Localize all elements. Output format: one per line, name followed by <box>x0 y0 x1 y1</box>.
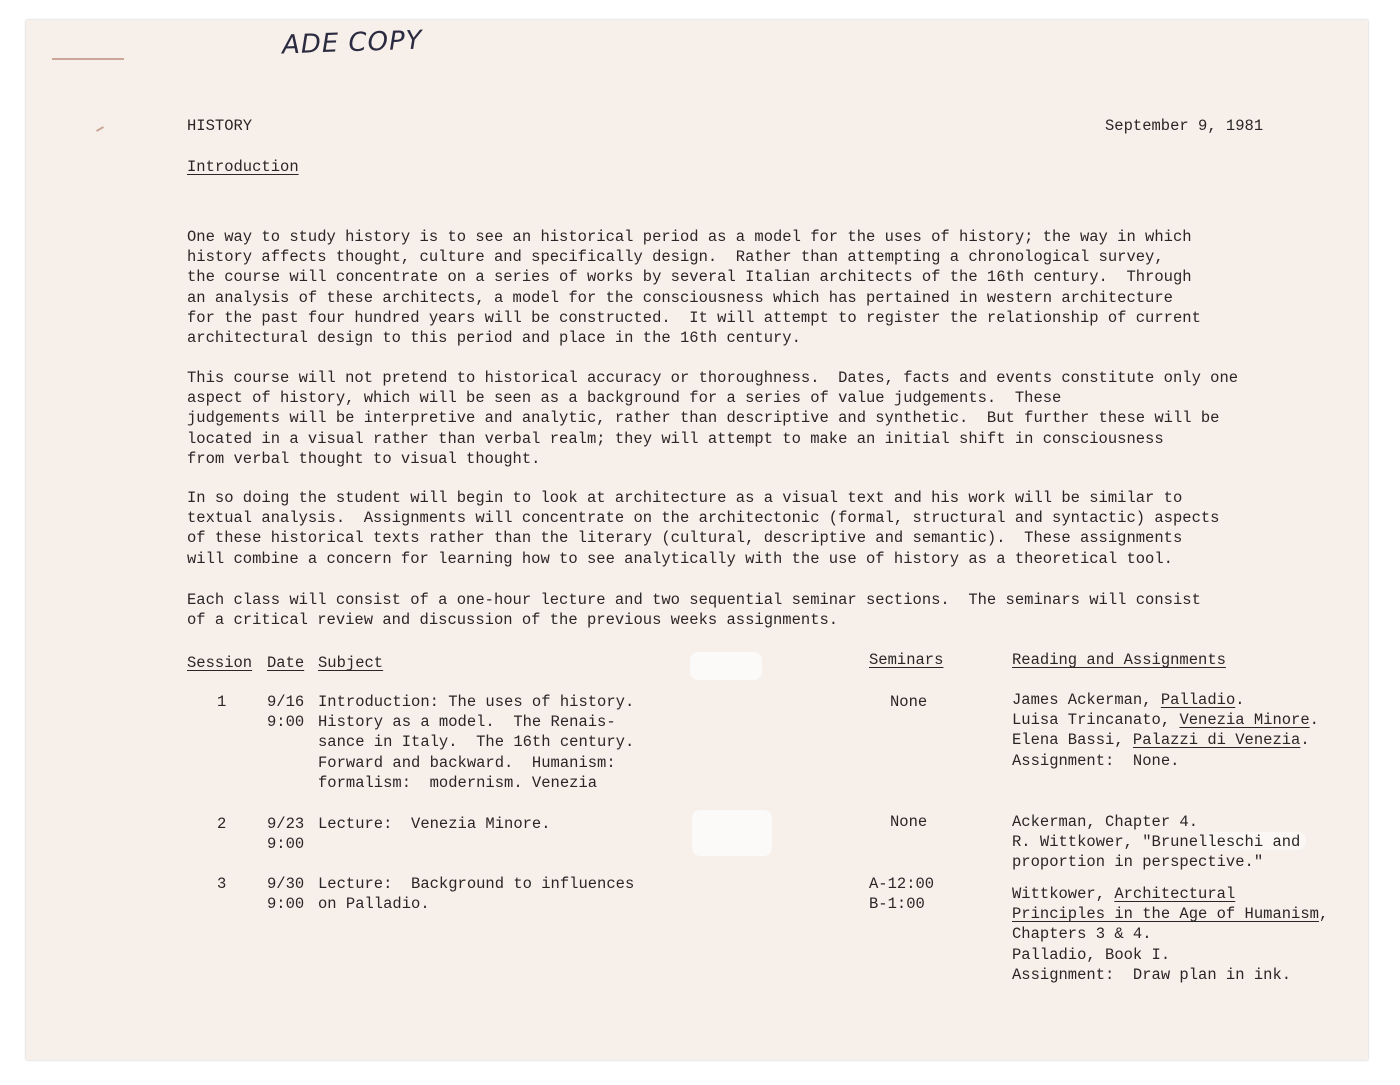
reading-punct: , <box>1318 905 1329 924</box>
reading-line <box>1012 965 1328 985</box>
correction-fluid-blot <box>690 652 762 680</box>
session-date <box>267 814 304 854</box>
document-date: September 9, 1981 <box>1105 117 1264 135</box>
reading-line <box>1012 852 1300 872</box>
paragraph-line: One way to study history is to see an historical period as a model for the uses of history; the way in which <box>187 228 1192 246</box>
session-number: 3 <box>217 875 227 893</box>
reading-line <box>1012 710 1319 730</box>
reading-text: Ackerman, Chapter 4. <box>1012 813 1199 831</box>
handwritten-note: ADE COPY <box>281 25 424 61</box>
reading-line <box>1012 924 1328 944</box>
paragraph-line: architectural design to this period and place in the 16th century. <box>187 329 801 348</box>
column-header-seminars: Seminars <box>869 651 944 669</box>
reading-line <box>1012 812 1300 832</box>
paragraph <box>187 227 1201 348</box>
reading-line <box>1012 690 1319 710</box>
reading-text: James Ackerman, <box>1012 691 1161 709</box>
cell-line: on Palladio. <box>318 895 430 914</box>
paragraph-line: In so doing the student will begin to look at architecture as a visual text and his work will be similar to <box>187 489 1183 507</box>
session-reading <box>1012 812 1300 873</box>
session-date <box>267 874 304 914</box>
paragraph-line: aspect of history, which will be seen as a background for a series of value judgements. These <box>187 389 1062 408</box>
cell-line: 9:00 <box>267 713 305 732</box>
reading-text: Palladio, Book I. <box>1012 945 1171 964</box>
reading-title: Principles in the Age of Humanism <box>1012 905 1319 924</box>
reading-line <box>1012 945 1328 965</box>
reading-text: Assignment: Draw plan in ink. <box>1012 965 1292 984</box>
session-reading <box>1012 884 1328 985</box>
reading-line <box>1012 904 1328 924</box>
column-header-session: Session <box>187 654 253 672</box>
session-subject <box>318 814 551 834</box>
paragraph <box>187 488 1219 569</box>
cell-line: Lecture: Venezia Minore. <box>318 815 551 833</box>
reading-text: proportion in perspective." <box>1012 853 1264 872</box>
session-subject <box>318 874 634 914</box>
reading-line <box>1012 832 1300 852</box>
cell-line: History as a model. The Renais- <box>318 713 616 732</box>
paragraph-line: from verbal thought to visual thought. <box>187 449 541 468</box>
column-header-reading: Reading and Assignments <box>1012 651 1226 669</box>
paragraph-line: This course will not pretend to historical accuracy or thoroughness. Dates, facts and events constitute only one <box>187 369 1239 387</box>
cell-line: Introduction: The uses of history. <box>318 693 635 711</box>
reading-text: Assignment: None. <box>1012 751 1180 770</box>
session-subject <box>318 692 634 793</box>
reading-punct: . <box>1309 711 1319 730</box>
correction-fluid-blot <box>692 810 772 856</box>
paragraph-line: an analysis of these architects, a model for the consciousness which has pertained in western architecture <box>187 288 1173 307</box>
paragraph-line: history affects thought, culture and specifically design. Rather than attempting a chronological survey, <box>187 248 1164 267</box>
reading-title: Architectural <box>1114 885 1236 903</box>
session-number: 1 <box>217 693 227 711</box>
session-reading <box>1012 690 1319 771</box>
paragraph-line: Each class will consist of a one-hour lecture and two sequential seminar sections. The seminars will consist <box>187 591 1201 609</box>
paragraph <box>187 368 1238 469</box>
column-header-date: Date <box>267 654 305 672</box>
cell-line: 9/16 <box>267 693 305 711</box>
session-seminars <box>890 812 927 832</box>
session-seminars <box>869 874 934 914</box>
reading-text: Wittkower, <box>1012 885 1115 903</box>
reading-punct: . <box>1300 731 1310 750</box>
cell-line: 9:00 <box>267 835 305 854</box>
paragraph-line: of a critical review and discussion of the previous weeks assignments. <box>187 611 839 630</box>
cell-line: formalism: modernism. Venezia <box>318 773 598 792</box>
reading-line <box>1012 730 1319 750</box>
document-title: HISTORY <box>187 117 253 135</box>
cell-line: sance in Italy. The 16th century. <box>318 733 635 752</box>
paragraph-line: judgements will be interpretive and analytic, rather than descriptive and synthetic. But further these will be <box>187 409 1220 428</box>
cell-line: 9/30 <box>267 875 305 893</box>
cell-line: Forward and backward. Humanism: <box>318 753 616 772</box>
paragraph-line: the course will concentrate on a series of works by several Italian architects of the 16th century. Through <box>187 268 1192 287</box>
paragraph-line: textual analysis. Assignments will concentrate on the architectonic (formal, structural and syntactic) aspects <box>187 509 1220 528</box>
cell-line: None <box>890 693 928 711</box>
reading-line <box>1012 884 1328 904</box>
reading-text: Luisa Trincanato, <box>1012 711 1180 730</box>
session-seminars <box>890 692 927 712</box>
margin-mark <box>52 58 124 60</box>
paragraph <box>187 590 1201 630</box>
cell-line: 9/23 <box>267 815 305 833</box>
reading-punct: . <box>1235 691 1245 709</box>
cell-line: A-12:00 <box>869 875 935 893</box>
reading-title: Palazzi di Venezia <box>1132 731 1301 750</box>
session-number: 2 <box>217 815 227 833</box>
reading-text: Elena Bassi, <box>1012 731 1133 750</box>
paragraph-line: of these historical texts rather than the literary (cultural, descriptive and semantic). These assignments <box>187 529 1183 548</box>
paragraph-line: will combine a concern for learning how to see analytically with the use of history as a theoretical tool. <box>187 549 1173 568</box>
reading-title: Palladio <box>1160 691 1236 709</box>
paragraph-line: located in a visual rather than verbal realm; they will attempt to make an initial shift in consciousness <box>187 429 1164 448</box>
reading-line <box>1012 751 1319 771</box>
column-header-subject: Subject <box>318 654 384 672</box>
reading-text: R. Wittkower, "Brunelleschi and <box>1012 833 1301 852</box>
cell-line: Lecture: Background to influences <box>318 875 635 893</box>
section-heading: Introduction <box>187 158 299 176</box>
reading-text: Chapters 3 & 4. <box>1012 925 1152 944</box>
session-date <box>267 692 304 732</box>
reading-title: Venezia Minore <box>1179 711 1310 730</box>
cell-line: None <box>890 813 928 831</box>
paragraph-line: for the past four hundred years will be constructed. It will attempt to register the relationship of current <box>187 308 1201 327</box>
cell-line: 9:00 <box>267 895 305 914</box>
cell-line: B-1:00 <box>869 895 925 914</box>
